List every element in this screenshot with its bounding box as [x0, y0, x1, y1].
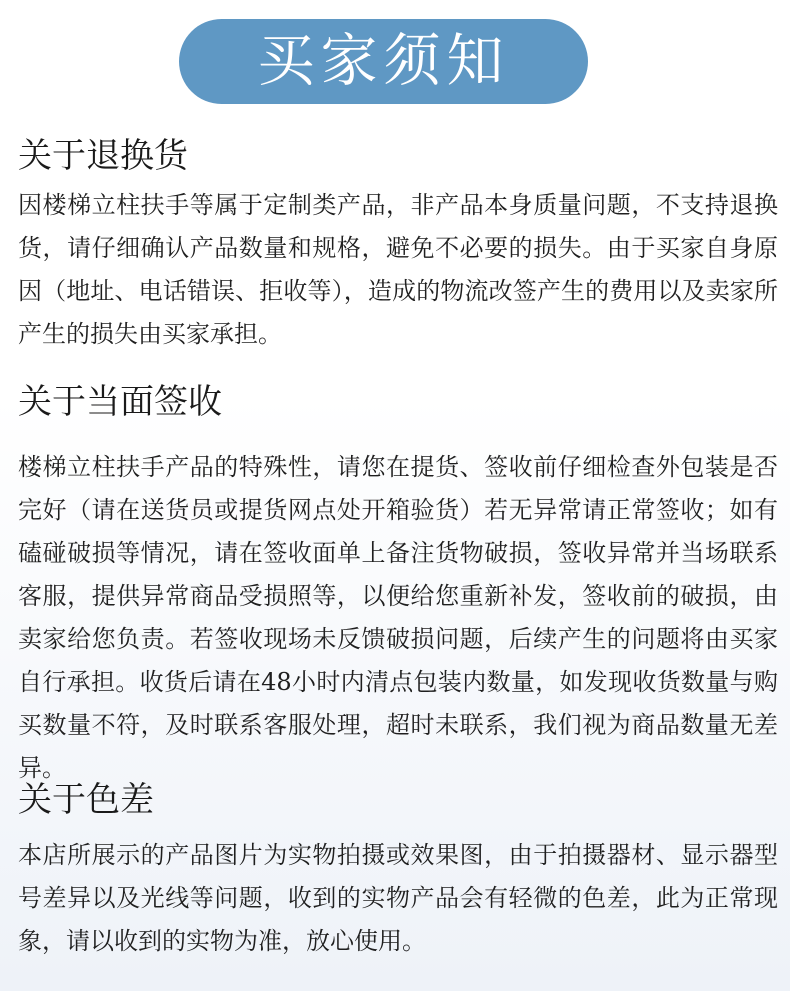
section-heading: 关于当面签收	[18, 382, 222, 422]
section-heading: 关于退换货	[18, 136, 188, 176]
title-banner	[179, 19, 588, 104]
section-color-difference	[18, 780, 778, 963]
section-returns	[18, 136, 778, 356]
section-delivery-signoff	[18, 382, 778, 790]
section-body: 因楼梯立柱扶手等属于定制类产品，非产品本身质量问题，不支持退换货，请仔细确认产品数量和规格，避免不必要的损失。由于买家自身原因（地址、电话错误、拒收等），造成的物流改签产生的费用以及卖家所产生的损失由买家承担。	[18, 191, 778, 348]
section-body: 本店所展示的产品图片为实物拍摄或效果图，由于拍摄器材、显示器型号差异以及光线等问题，收到的实物产品会有轻微的色差，此为正常现象，请以收到的实物为准，放心使用。	[18, 841, 778, 955]
section-heading: 关于色差	[18, 780, 154, 820]
page-title: 买家须知	[257, 28, 510, 94]
section-body: 楼梯立柱扶手产品的特殊性，请您在提货、签收前仔细检查外包装是否完好（请在送货员或提货网点处开箱验货）若无异常请正常签收；如有磕碰破损等情况，请在签收面单上备注货物破损，签收异常并当场联系客服，提供异常商品受损照等，以便给您重新补发，签收前的破损，由卖家给您负责。若签收现场未反馈破损问题，后续产生的问题将由买家自行承担。收货后请在48小时内清点包装内数量，如发现收货数量与购买数量不符，及时联系客服处理，超时未联系，我们视为商品数量无差异。	[18, 453, 778, 782]
